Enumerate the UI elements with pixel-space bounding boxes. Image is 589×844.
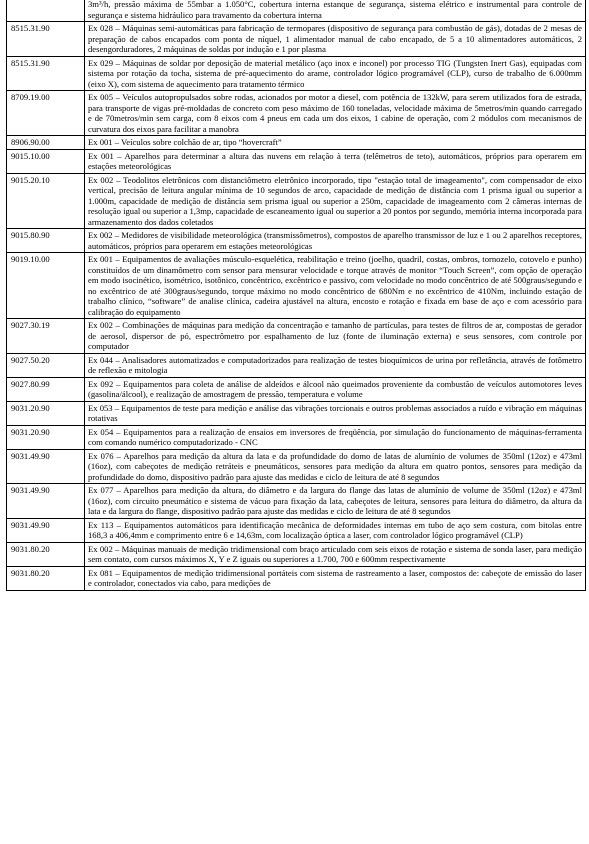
table-row: [7, 0, 586, 22]
ex-description: Ex 113 – Equipamentos automáticos para identificação mecânica de deformidades internas em tubo de aço sem costura, com bitolas entre 168,3 a 406,4mm e comprimento entre 6 e 14,63m, com localização óptica a laser, com controlador lógico programável (CLP): [85, 518, 586, 542]
table-row: [7, 484, 586, 519]
table-row: [7, 319, 586, 354]
ncm-code: 9031.80.20: [7, 566, 85, 590]
table-row: [7, 542, 586, 566]
ex-description: Ex 002 – Medidores de visibilidade meteorológica (transmissômetros), compostos de aparelho transmissor de luz e 1 ou 2 aparelhos receptores, automáticos, próprios para operarem em estações meteorológicas: [85, 229, 586, 253]
ex-description: Ex 029 – Máquinas de soldar por deposição de material metálico (aço inox e inconel) por processo TIG (Tungsten Inert Gas), equipadas com sistema por rotação da tocha, sistema de pré-aquecimento do arame, controlador lógico programável (CLP), curso de trabalho de 6.000mm (eixo X), com sistema de aquecimento para tratamento térmico: [85, 56, 586, 91]
table-row: [7, 136, 586, 150]
ex-description: Ex 001 – Aparelhos para determinar a altura das nuvens em relação à terra (telêmetros de teto), automáticos, próprios para operarem em estações meteorológicas: [85, 149, 586, 173]
table-row: [7, 229, 586, 253]
table-row: [7, 91, 586, 136]
table-body: [7, 0, 586, 590]
table-row: [7, 401, 586, 425]
table-row: [7, 173, 586, 229]
ex-description: Ex 002 – Combinações de máquinas para medição da concentração e tamanho de partículas, para testes de filtros de ar, compostas de gerador de aerosol, dispersor de pó, espectrômetro por espalhamento de luz (fonte de iluminação externa) e seus sensores, com controle por computador: [85, 319, 586, 354]
table-row: [7, 566, 586, 590]
ncm-code: 8709.19.00: [7, 91, 85, 136]
ncm-code: 9015.10.00: [7, 149, 85, 173]
ex-description: Ex 076 – Aparelhos para medição da altura da lata e da profundidade do domo de latas de alumínio de volumes de 350ml (12oz) e 473ml (16oz), com cabeçotes de medição retráteis e pneumáticos, sensores para medição da altura em quatro pontos, sensores para medição da profundidade do domo, dispositivo padrão para ajuste das medidas e ciclo de leitura de até 8 segundos: [85, 449, 586, 484]
ncm-code: 8906.90.00: [7, 136, 85, 150]
ncm-code: 9019.10.00: [7, 253, 85, 319]
ex-description: Ex 081 – Equipamentos de medição tridimensional portáteis com sistema de rastreamento a laser, compostos de: cabeçote de emissão do laser e controlador, conectados via cabo, para medições de: [85, 566, 586, 590]
ncm-code: 9031.49.90: [7, 518, 85, 542]
ncm-code: 9031.80.20: [7, 542, 85, 566]
table-row: [7, 253, 586, 319]
table-row: [7, 377, 586, 401]
ncm-code: 9027.50.20: [7, 353, 85, 377]
table-row: [7, 56, 586, 91]
ex-description: Ex 044 – Analisadores automatizados e computadorizados para realização de testes bioquímicos de urina por refletância, através de fotômetro de reflexão e mitologia: [85, 353, 586, 377]
ncm-code: [7, 0, 85, 22]
ncm-code: 9031.49.90: [7, 484, 85, 519]
table-row: [7, 425, 586, 449]
ex-description: Ex 054 – Equipamentos para a realização de ensaios em inversores de freqüência, por simulação do funcionamento de máquinas-ferramenta com comando numérico computadorizado - CNC: [85, 425, 586, 449]
ex-description: Ex 077 – Aparelhos para medição da altura, do diâmetro e da largura do flange das latas de alumínio de volume de 350ml (12oz) e 473ml (16oz), com circuito pneumático e sistema de vácuo para fixação da lata, cabeçotes de leitura, sensores para leitura do diâmetro, da altura da lata e da largura do flange, dispositivo padrão para ajuste das medidas e ciclo de leitura de até 8 segundos: [85, 484, 586, 519]
ex-description: Ex 002 – Máquinas manuais de medição tridimensional com braço articulado com seis eixos de rotação e sistema de sonda laser, para medição sem contato, com cursos máximos X, Y e Z iguais ou superiores a 1.700, 700 e 600mm respectivamente: [85, 542, 586, 566]
table-row: [7, 353, 586, 377]
ncm-code: 9027.80.99: [7, 377, 85, 401]
ncm-code: 9031.20.90: [7, 425, 85, 449]
table-row: [7, 518, 586, 542]
ncm-code: 9015.80.90: [7, 229, 85, 253]
ex-description: Ex 028 – Máquinas semi-automáticas para fabricação de termopares (dispositivo de segurança para combustão de gás), dotadas de 2 mesas de preparação de cabos encapados com ponta de níquel, 1 alimentador manual de cabo encapado, de 5 a 10 alimentadores automáticos, 2 desengorduradores, 2 máquinas de soldas por indução e 1 por plasma: [85, 22, 586, 57]
ncm-code: 9015.20.10: [7, 173, 85, 229]
table-row: [7, 22, 586, 57]
ncm-code: 9031.20.90: [7, 401, 85, 425]
ex-description: Ex 005 – Veículos autopropulsados sobre rodas, acionados por motor a diesel, com potência de 132kW, para serem utilizados fora de estrada, para transporte de vigas pré-moldadas de concreto com peso máximo de 160 toneladas, velocidade máxima de 5metros/min quando carregado e de 70metros/min sem carga, com 8 eixos com 4 pneus em cada um dos eixos, 1 cabine de operação, com 2 módulos com mecanismos de curvatura dos eixos para facilitar a manobra: [85, 91, 586, 136]
ex-description: Ex 001 – Equipamentos de avaliações músculo-esquelética, reabilitação e treino (joelho, quadril, costas, ombros, tornozelo, cotovelo e punho) constituídos de um dinamômetro com sensor para mensurar velocidade e torque através de monitor “Touch Screen”, com opção de operação em modo isocinético, isométrico, isotônico, concêntrico, excêntrico e passivo, com velocidade no modo concêntrico de até 500graus/segundo e no excêntrico de até 300graus/segundo, torque máximo no modo concêntrico de 680Nm e no excêntrico de 410Nm, incluindo estação de trabalho clínico, “software” de analise clínica, cadeira ajustável na altura, encosto e rotação e fixada em base de aço e com acessório para calibração do equipamento: [85, 253, 586, 319]
table-row: [7, 449, 586, 484]
ncm-code: 8515.31.90: [7, 22, 85, 57]
ex-description: Ex 002 – Teodolitos eletrônicos com distanciômetro eletrônico incorporado, tipo "estação total de imageamento", com compensador de eixo vertical, precisão de leitura angular mínima de 10 segundos de arco, capacidade de medição de distância com 1 prisma igual ou superior a 1.000m, capacidade de medição de distância sem prisma igual ou superior a 250m, capacidade de imageamento com 2 câmeras internas de resolução igual ou superior a 1,3mp, capacidade de escaneamento igual ou superior a 20 pontos por segundo, memória interna incorporada para armazenamento dos dados coletados: [85, 173, 586, 229]
ncm-code: 8515.31.90: [7, 56, 85, 91]
ex-description: Ex 092 – Equipamentos para coleta de análise de aldeídos e álcool não queimados proveniente da combustão de veículos automotores leves (gasolina/álcool), e realização de amostragem de pressão, temperatura e volume: [85, 377, 586, 401]
ex-description: Ex 001 – Veículos sobre colchão de ar, tipo “hovercraft”: [85, 136, 586, 150]
tariff-table: [6, 0, 586, 591]
ncm-code: 9027.30.19: [7, 319, 85, 354]
ncm-code: 9031.49.90: [7, 449, 85, 484]
table-row: [7, 149, 586, 173]
ex-description: 3m³/h, pressão máxima de 55mbar a 1.050°C, cobertura interna estanque de segurança, sistema elétrico e instrumental para controle de segurança e sistema hidráulico para travamento da cobertura interna: [85, 0, 586, 22]
ex-description: Ex 053 – Equipamentos de teste para medição e análise das vibrações torcionais e outros problemas associados a ruído e vibração em máquinas rotativas: [85, 401, 586, 425]
